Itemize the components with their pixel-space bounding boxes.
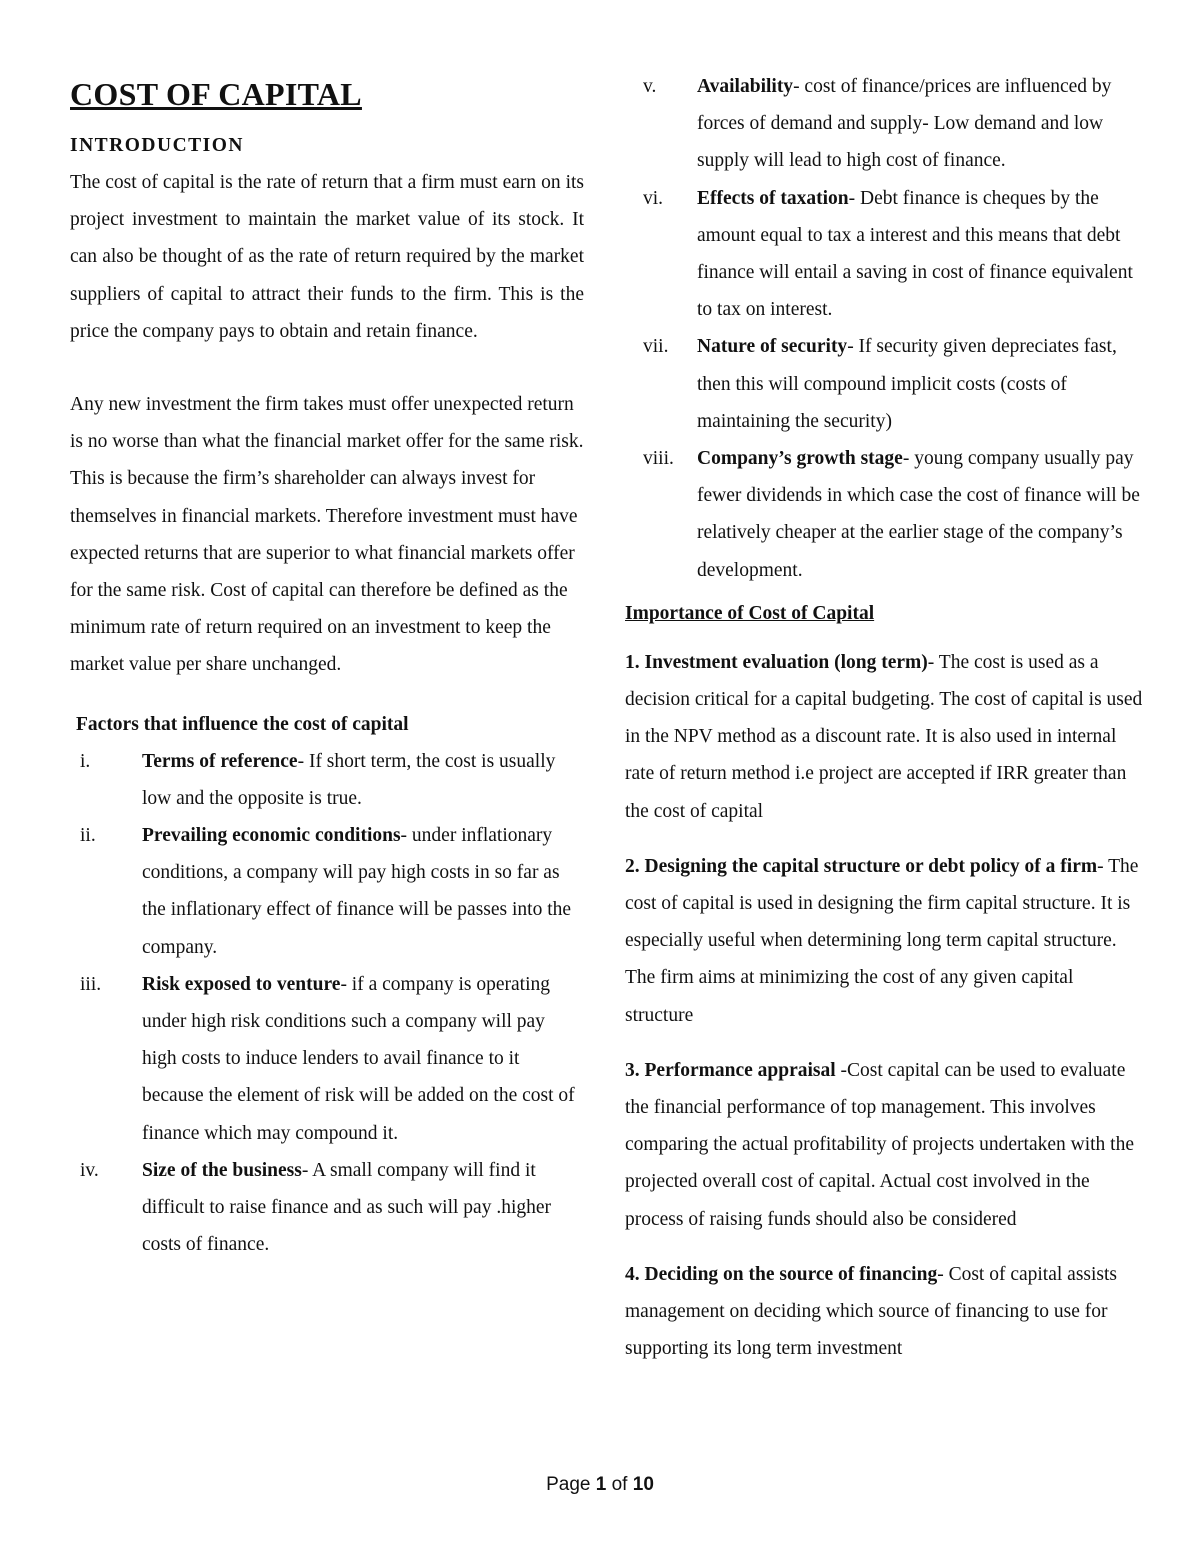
- page-number: 1: [595, 1474, 607, 1495]
- page-word: Page: [546, 1474, 591, 1495]
- list-item: i. Terms of reference- If short term, the cost is usually low and the opposite is true.: [80, 750, 556, 809]
- list-item: iv. Size of the business- A small company will find it difficult to raise finance and as such will pay .higher costs of finance.: [80, 1159, 552, 1256]
- factors-list-right: [625, 68, 1145, 589]
- list-item: ii. Prevailing economic conditions- under inflationary conditions, a company will pay high costs in so far as the inflationary effect of finance will be passes into the company.: [80, 825, 572, 958]
- right-column: [625, 68, 1145, 1368]
- importance-item: 4. Deciding on the source of financing- Cost of capital assists management on deciding which source of financing to use for supporting its long term investment: [625, 1263, 1118, 1360]
- intro-paragraph: The cost of capital is the rate of return that a firm must earn on its project investment to maintain the market value of its stock. It can also be thought of as the rate of return required by the market suppliers of capital to attract their funds to the firm. This is the price the company pays to obtain and retain finance.: [70, 172, 584, 342]
- importance-item: 1. Investment evaluation (long term)- The cost is used as a decision critical for a capital budgeting. The cost of capital is used in the NPV method as a discount rate. It is also used in internal rate of return method i.e project are accepted if IRR greater than the cost of capital: [625, 651, 1143, 822]
- importance-item: 3. Performance appraisal -Cost capital can be used to evaluate the financial performance of top management. This involves comparing the actual profitability of projects undertaken with the projected overall cost of capital. Actual cost involved in the process of raising funds should also be considered: [625, 1059, 1134, 1230]
- left-column: [70, 68, 584, 1263]
- of-word: of: [611, 1474, 628, 1495]
- list-item: vi. Effects of taxation- Debt finance is cheques by the amount equal to tax a interest and this means that debt finance will entail a saving in cost of finance equivalent to tax on interest.: [643, 187, 1133, 321]
- list-item: iii. Risk exposed to venture- if a company is operating under high risk conditions such a company will pay high costs to induce lenders to avail finance to it because the element of risk will be added on the cost of finance which may compound it.: [80, 973, 575, 1144]
- list-item: viii. Company’s growth stage- young company usually pay fewer dividends in which case the cost of finance will be relatively cheaper at the earlier stage of the company’s development.: [643, 448, 1140, 581]
- list-item: v. Availability- cost of finance/prices are influenced by forces of demand and supply- Low demand and low supply will lead to high cost of finance.: [643, 76, 1112, 172]
- importance-item: 2. Designing the capital structure or debt policy of a firm- The cost of capital is used in designing the firm capital structure. It is especially useful when determining long term capital structure. The firm aims at minimizing the cost of any given capital structure: [625, 855, 1139, 1026]
- page-footer: [0, 1474, 1200, 1496]
- second-paragraph: Any new investment the firm takes must offer unexpected return is no worse than what the financial market offer for the same risk. This is because the firm’s shareholder can always invest for themselves in financial markets. Therefore investment must have expected returns that are superior to what financial markets offer for the same risk. Cost of capital can therefore be defined as the minimum rate of return required on an investment to keep the market value per share unchanged.: [70, 394, 584, 676]
- intro-heading: INTRODUCTION: [70, 135, 245, 156]
- page-total: 10: [632, 1474, 654, 1495]
- page-title: COST OF CAPITAL: [70, 76, 362, 112]
- factors-list-left: [70, 743, 584, 1264]
- factors-heading: Factors that influence the cost of capital: [76, 713, 409, 735]
- list-item: vii. Nature of security- If security given depreciates fast, then this will compound implicit costs (costs of maintaining the security): [643, 336, 1117, 432]
- importance-heading: Importance of Cost of Capital: [625, 602, 875, 624]
